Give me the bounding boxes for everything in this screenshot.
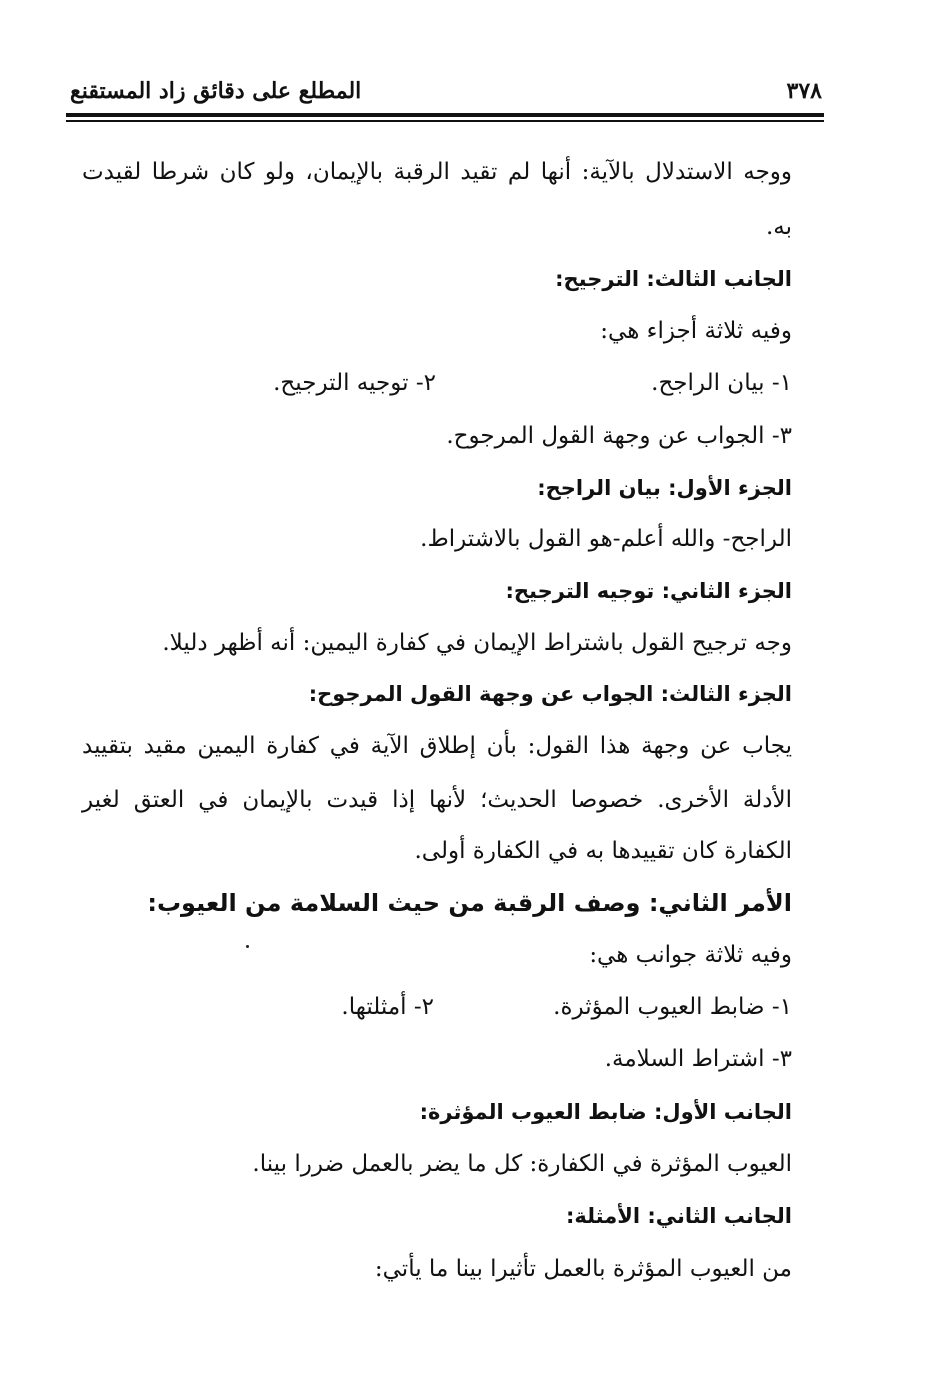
paragraph-line: الكفارة كان تقييدها به في الكفارة أولى. [414,838,792,864]
subsection-heading: الجزء الثاني: توجيه الترجيح: [505,579,792,603]
print-speck [246,945,249,948]
paragraph-line: العيوب المؤثرة في الكفارة: كل ما يضر بالعمل ضررا بينا. [252,1151,792,1177]
subsection-heading: الجانب الثاني: الأمثلة: [565,1204,792,1228]
paragraph-line: يجاب عن وجهة هذا القول: بأن إطلاق الآية في كفارة اليمين مقيد بتقييد [82,733,792,759]
page-header [70,78,822,108]
paragraph-line: ووجه الاستدلال بالآية: أنها لم تقيد الرقبة بالإيمان، ولو كان شرطا لقيدت [82,159,792,185]
paragraph-line: به. [765,214,792,240]
subsection-heading: الجزء الأول: بيان الراجح: [537,476,792,500]
paragraph-line: الأدلة الأخرى. خصوصا الحديث؛ لأنها إذا قيدت بالإيمان في العتق لغير [82,787,792,813]
list-item: ١- بيان الراجح. [651,370,792,396]
paragraph-line: وجه ترجيح القول باشتراط الإيمان في كفارة اليمين: أنه أظهر دليلا. [162,630,792,656]
list-item: ٢- أمثلتها. [341,994,434,1020]
section-heading: الأمر الثاني: وصف الرقبة من حيث السلامة من العيوب: [147,889,792,917]
list-item: ٢- توجيه الترجيح. [273,370,436,396]
header-rule-thin [66,120,824,122]
paragraph-line: من العيوب المؤثرة بالعمل تأثيرا بينا ما يأتي: [374,1256,792,1282]
subsection-heading: الجزء الثالث: الجواب عن وجهة القول المرجوح: [308,682,792,706]
page-number: ٣٧٨ [786,78,822,104]
list-item: ١- ضابط العيوب المؤثرة. [553,994,792,1020]
subsection-heading: الجانب الأول: ضابط العيوب المؤثرة: [419,1100,792,1124]
list-item: ٣- اشتراط السلامة. [604,1046,792,1072]
intro-line: وفيه ثلاثة جوانب هي: [589,942,792,968]
paragraph-line: الراجح- والله أعلم-هو القول بالاشتراط. [420,526,792,552]
intro-line: وفيه ثلاثة أجزاء هي: [600,318,792,344]
section-heading: الجانب الثالث: الترجيح: [555,267,792,291]
running-title: المطلع على دقائق زاد المستقنع [70,78,362,104]
list-item: ٣- الجواب عن وجهة القول المرجوح. [446,423,792,449]
header-rule-thick [66,113,824,117]
